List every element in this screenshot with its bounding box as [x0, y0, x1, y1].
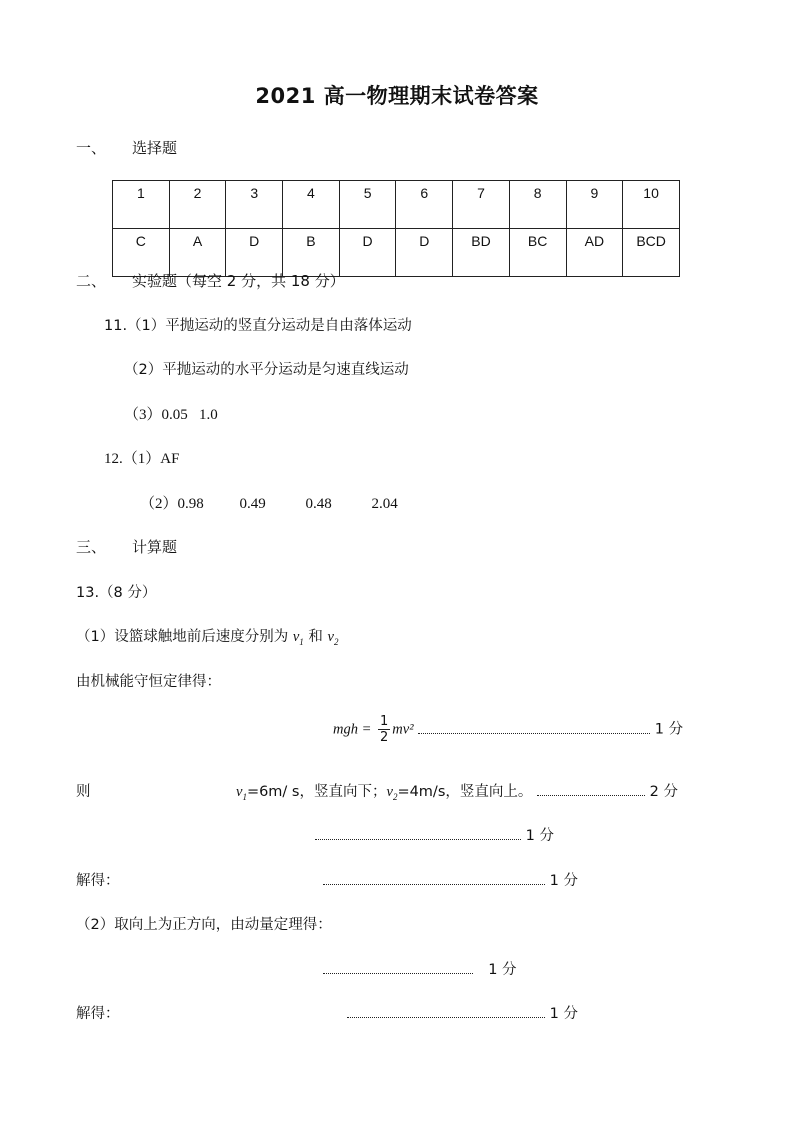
- v2-symbol: $v_2$: [327, 629, 339, 647]
- q11-part2: （2）平抛运动的水平分运动是匀速直线运动: [124, 362, 409, 378]
- answer-cell: C: [113, 229, 170, 277]
- q12-value: 0.49: [239, 496, 266, 512]
- q11-part1: 11.（1）平抛运动的竖直分运动是自由落体运动: [104, 318, 412, 334]
- blank-answer-line: [315, 824, 554, 845]
- answer-cell: A: [169, 229, 226, 277]
- section-2-label: 实验题（每空 2 分，共 18 分）: [132, 272, 345, 290]
- answer-cell: D: [396, 229, 453, 277]
- score-label: 2 分: [649, 784, 678, 800]
- q13-part2: （2）取向上为正方向，由动量定理得：: [76, 917, 332, 933]
- question-number-cell: 9: [566, 181, 623, 229]
- q12-part1: 12.（1）AF: [104, 451, 180, 467]
- answer-table-numbers-row: [113, 181, 680, 229]
- fraction-half: [378, 714, 390, 745]
- question-number-cell: 2: [169, 181, 226, 229]
- section-3-label: 计算题: [132, 538, 178, 556]
- answer-cell: B: [283, 229, 340, 277]
- section-1-number: 一、: [76, 139, 107, 157]
- equation-1: [333, 714, 683, 745]
- q13-header: 13.（8 分）: [76, 585, 157, 601]
- score-label: 1 分: [549, 1006, 578, 1022]
- answer-cell: BD: [453, 229, 510, 277]
- question-number-cell: 6: [396, 181, 453, 229]
- fraction-numerator: 1: [380, 714, 389, 729]
- q12-part2: [140, 492, 398, 513]
- section-1-label: 选择题: [132, 139, 178, 157]
- question-number-cell: 4: [283, 181, 340, 229]
- q13-part1-prefix: （1）设篮球触地前后速度分别为: [76, 629, 289, 645]
- answer-cell: AD: [566, 229, 623, 277]
- solve-label: 解得：: [76, 1006, 120, 1022]
- dotted-leader: [315, 827, 521, 840]
- score-label: 1 分: [549, 873, 578, 889]
- dotted-leader: [323, 872, 545, 885]
- fraction-denominator: 2: [380, 730, 389, 745]
- question-number-cell: 1: [113, 181, 170, 229]
- score-label: 1 分: [488, 962, 517, 978]
- blank-answer-line: [323, 958, 517, 979]
- q12-part2-prefix: （2）: [140, 496, 178, 512]
- velocity-results: [236, 780, 678, 802]
- answer-cell: D: [339, 229, 396, 277]
- score-label: 1 分: [525, 828, 554, 844]
- answer-cell: D: [226, 229, 283, 277]
- dotted-leader: [323, 961, 473, 974]
- v1-result: =6m/ s，竖直向下；: [246, 784, 387, 800]
- page-title: 2021 高一物理期末试卷答案: [255, 84, 539, 108]
- q12-value: 2.04: [371, 496, 398, 512]
- question-number-cell: 8: [509, 181, 566, 229]
- v2-result: =4m/s，竖直向上。: [397, 784, 533, 800]
- score-label: 1 分: [654, 721, 684, 738]
- question-number-cell: 7: [453, 181, 510, 229]
- dotted-leader: [418, 721, 650, 734]
- then-label: 则: [76, 784, 91, 800]
- question-number-cell: 5: [339, 181, 396, 229]
- v2-symbol: $v_2$: [386, 784, 398, 802]
- section-3-number: 三、: [76, 538, 107, 556]
- q12-value: 0.48: [305, 496, 332, 512]
- answer-cell: BCD: [623, 229, 680, 277]
- answer-cell: BC: [509, 229, 566, 277]
- q13-law: 由机械能守恒定律得：: [76, 674, 221, 690]
- question-number-cell: 3: [226, 181, 283, 229]
- answer-table: [112, 180, 680, 277]
- blank-answer-line: [347, 1002, 578, 1023]
- equation-1-lhs: mgh =: [333, 721, 372, 738]
- v1-symbol: $v_1$: [292, 629, 304, 647]
- q11-part3: （3）0.05 1.0: [124, 407, 218, 423]
- q13-part1: [76, 625, 338, 647]
- v1-symbol: $v_1$: [236, 784, 247, 802]
- dotted-leader: [537, 783, 645, 796]
- blank-answer-line: [323, 869, 578, 890]
- and-text: 和: [308, 629, 323, 645]
- section-2-number: 二、: [76, 272, 107, 290]
- dotted-leader: [347, 1005, 545, 1018]
- question-number-cell: 10: [623, 181, 680, 229]
- solve-label: 解得：: [76, 873, 120, 889]
- q12-value: 0.98: [177, 496, 204, 512]
- equation-1-rhs: mv²: [392, 721, 414, 738]
